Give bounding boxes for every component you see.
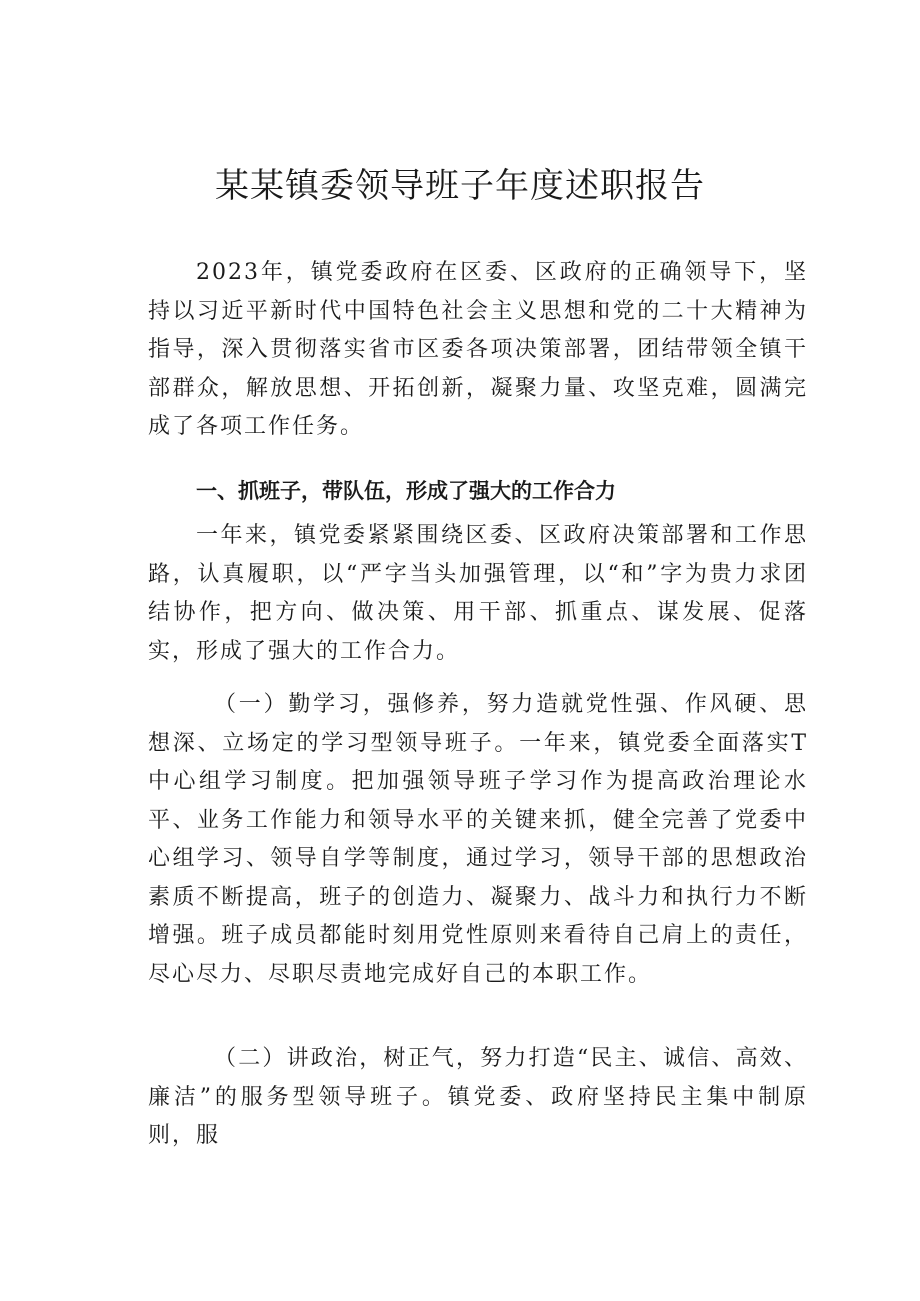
subsection-1-paragraph: （一）勤学习，强修养，努力造就党性强、作风硬、思想深、立场定的学习型领导班子。一年来，镇党委全面落实T中心组学习制度。把加强领导班子学习作为提高政治理论水平、业务工作能力和领导水平的关键来抓，健全完善了党委中心组学习、领导自学等制度，通过学习，领导干部的思想政治素质不断提高，班子的创造力、凝聚力、战斗力和执行力不断增强。班子成员都能时刻用党性原则来看待自己肩上的责任，尽心尽力、尽职尽责地完成好自己的本职工作。 — [148, 692, 808, 987]
intro-paragraph: 2023年，镇党委政府在区委、区政府的正确领导下，坚持以习近平新时代中国特色社会主义思想和党的二十大精神为指导，深入贯彻落实省市区委各项决策部署，团结带领全镇干部群众，解放思想、开拓创新，凝聚力量、攻坚克难，圆满完成了各项工作任务。 — [148, 260, 808, 439]
subsection-2-paragraph: （二）讲政治，树正气，努力打造“民主、诚信、高效、廉洁”的服务型领导班子。镇党委、政府坚持民主集中制原则，服 — [148, 1046, 808, 1148]
section-paragraph: 一年来，镇党委紧紧围绕区委、区政府决策部署和工作思路，认真履职，以“严字当头加强管理，以“和”字为贵力求团结协作，把方向、做决策、用干部、抓重点、谋发展、促落实，形成了强大的工作合力。 — [148, 523, 808, 664]
section-heading: 一、抓班子，带队伍，形成了强大的工作合力 — [196, 479, 616, 503]
document-title: 某某镇委领导班子年度述职报告 — [215, 166, 705, 206]
